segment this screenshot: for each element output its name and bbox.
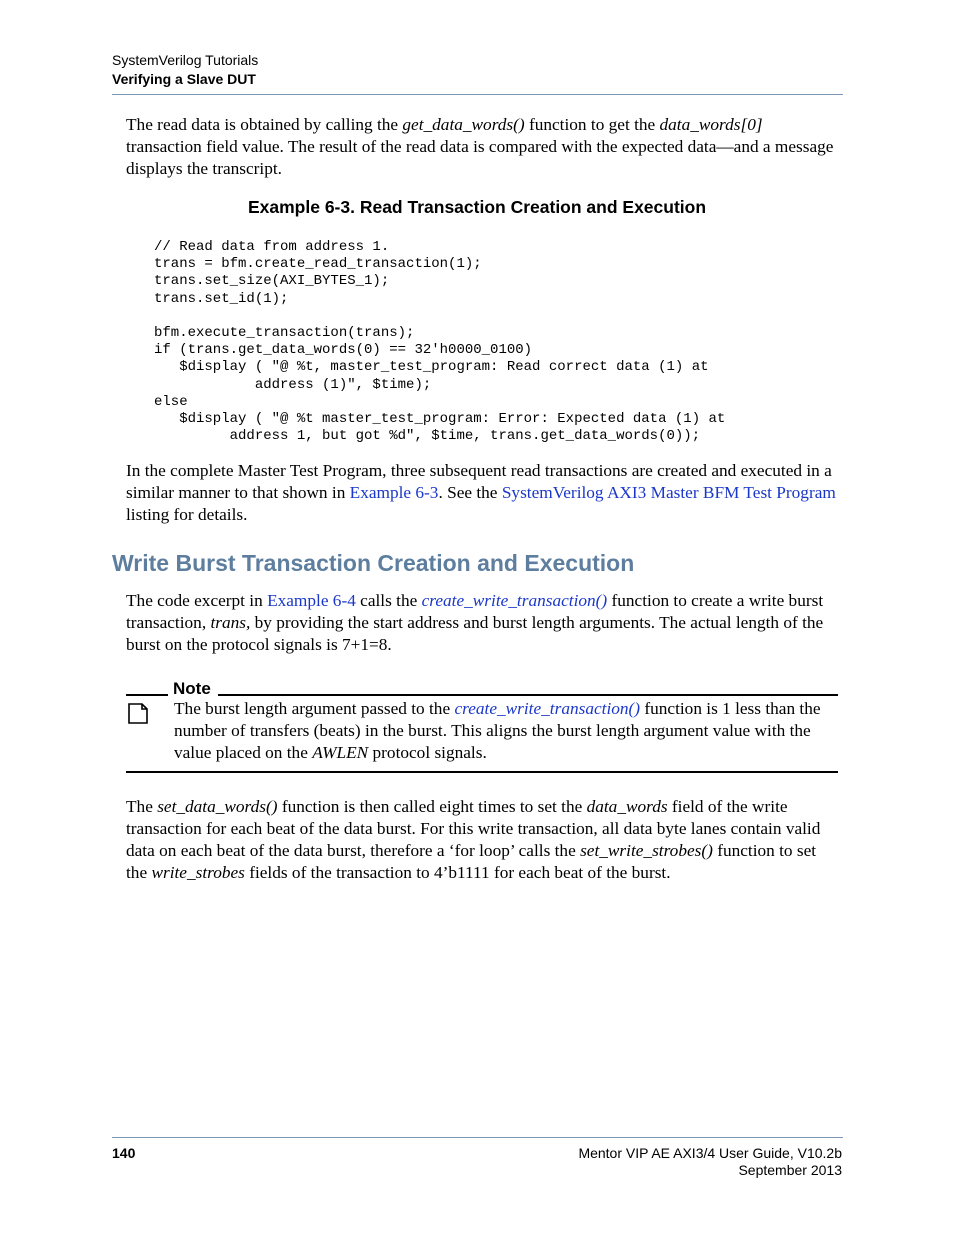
example-title: Example 6-3. Read Transaction Creation and Execution xyxy=(247,197,707,217)
text: function is 1 less than the number of transfers (beats) in the burst. This aligns the burst length argument value with the value placed on the xyxy=(174,699,821,762)
field-name: data_words[0] xyxy=(659,115,763,134)
link-create-write-transaction[interactable]: create_write_transaction() xyxy=(421,591,608,610)
variable-name: trans, xyxy=(210,613,251,632)
note-page-icon xyxy=(126,701,150,725)
text: function to create a write burst transaction, xyxy=(126,591,824,632)
text: field of the write transaction for each beat of the data burst. For this write transaction, all data byte lanes contain valid data on each beat of the data burst, therefore a ‘for loop’ calls the xyxy=(126,797,821,860)
running-header-chapter: SystemVerilog Tutorials xyxy=(112,52,259,68)
field-name: data_words xyxy=(586,797,668,816)
function-name: set_write_strobes() xyxy=(580,841,713,860)
function-name: set_data_words() xyxy=(157,797,278,816)
note-box xyxy=(126,678,838,774)
running-header-section: Verifying a Slave DUT xyxy=(112,71,256,87)
text: The code excerpt in xyxy=(126,591,268,610)
text: The burst length argument passed to the xyxy=(174,699,455,718)
footer-date: September 2013 xyxy=(738,1162,842,1178)
section-heading: Write Burst Transaction Creation and Execution xyxy=(112,550,635,576)
text: listing for details. xyxy=(126,505,248,524)
function-name: get_data_words() xyxy=(402,115,525,134)
page-number: 140 xyxy=(112,1145,136,1161)
text: In the complete Master Test Program, three subsequent read transactions are created and executed in a similar manner to that shown in xyxy=(126,461,832,502)
link-example-6-4[interactable]: Example 6-4 xyxy=(267,591,356,610)
link-master-bfm-test-program[interactable]: SystemVerilog AXI3 Master BFM Test Program xyxy=(501,483,836,502)
paragraph-master-test-program xyxy=(126,460,838,526)
text: function is then called eight times to set the xyxy=(277,797,587,816)
text: The xyxy=(126,797,158,816)
field-name: write_strobes xyxy=(151,863,245,882)
signal-name: AWLEN xyxy=(312,743,369,762)
text: protocol signals. xyxy=(368,743,487,762)
footer-divider xyxy=(112,1137,843,1138)
text: function to get the xyxy=(524,115,660,134)
code-listing: // Read data from address 1. trans = bfm.create_read_transaction(1); trans.set_size(AXI_BYTES_1); trans.set_id(1); bfm.execute_transaction(trans); if (trans.get_data_words(0) == 32'h0000_0100) $display ( "@ %t, master_test_program: Read correct data (1) at address (1)", $time); else $display ( "@ %t master_test_program: Error: Expected data (1) at address 1, but got %d", $time, trans.get_data_words(0)); xyxy=(154,239,726,445)
note-bottom-rule xyxy=(126,771,838,773)
header-divider xyxy=(112,94,843,95)
note-text xyxy=(174,698,838,764)
note-top-rule xyxy=(126,694,168,696)
text: . See the xyxy=(438,483,502,502)
paragraph-read-data xyxy=(126,114,838,180)
text: transaction field value. The result of the read data is compared with the expected data—and a message displays the transcript. xyxy=(126,137,834,178)
note-top-rule xyxy=(218,694,838,696)
paragraph-write-burst xyxy=(126,590,838,656)
note-label: Note xyxy=(173,679,211,698)
text: by providing the start address and burst length arguments. The actual length of the burst on the protocol signals is 7+1=8. xyxy=(126,613,824,654)
link-create-write-transaction[interactable]: create_write_transaction() xyxy=(454,699,641,718)
link-example-6-3[interactable]: Example 6-3 xyxy=(349,483,439,502)
paragraph-set-data-words xyxy=(126,796,838,884)
text: calls the xyxy=(355,591,422,610)
text: function to set the xyxy=(126,841,817,882)
text: fields of the transaction to 4’b1111 for each beat of the burst. xyxy=(244,863,671,882)
footer-guide-title: Mentor VIP AE AXI3/4 User Guide, V10.2b xyxy=(578,1145,842,1161)
text: The read data is obtained by calling the xyxy=(126,115,403,134)
